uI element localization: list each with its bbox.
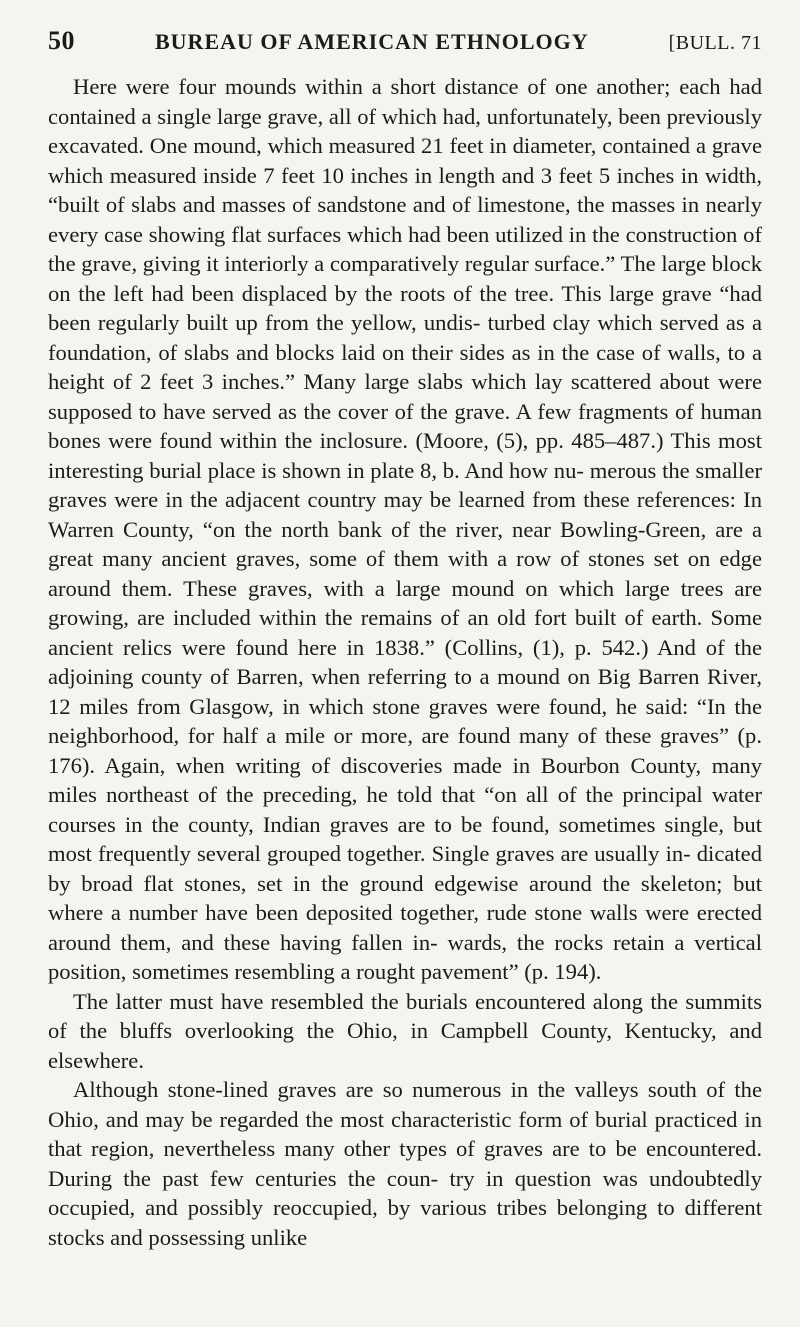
paragraph-2: The latter must have resembled the burials encountered along the summits of the bluffs overlooking the Ohio, in Campbell County, Kentucky, and elsewhere.	[48, 988, 762, 1073]
body-text	[48, 72, 762, 1252]
page-number: 50	[48, 26, 75, 55]
paragraph-1: Here were four mounds within a short distance of one another; each had contained a single large grave, all of which had, unfortunately, been previously excavated. One mound, which measured 21 feet in diameter, contained a grave which measured inside 7 feet 10 inches in length and 3 feet 5 inches in width, “built of slabs and masses of sandstone and of limestone, the masses in nearly every case showing flat surfaces which had been utilized in the construction of the grave, giving it interiorly a comparatively regular surface.” The large block on the left had been displaced by the roots of the tree. This large grave “had been regularly built up from the yellow, undis- turbed clay which served as a foundation, of slabs and blocks laid on their sides as in the case of walls, to a height of 2 feet 3 inches.” Many large slabs which lay scattered about were supposed to have served as the cover of the grave. A few fragments of human bones were found within the inclosure. (Moore, (5), pp. 485–487.) This most interesting burial place is shown in plate 8, b. And how nu- merous the smaller graves were in the adjacent country may be learned from these references: In Warren County, “on the north bank of the river, near Bowling-Green, are a great many ancient graves, some of them with a row of stones set on edge around them. These graves, with a large mound on which large trees are growing, are included within the remains of an old fort built of earth. Some ancient relics were found here in 1838.” (Collins, (1), p. 542.) And of the adjoining county of Barren, when referring to a mound on Big Barren River, 12 miles from Glasgow, in which stone graves were found, he said: “In the neighborhood, for half a mile or more, are found many of these graves” (p. 176). Again, when writing of discoveries made in Bourbon County, many miles northeast of the preceding, he told that “on all of the principal water courses in the county, Indian graves are to be found, sometimes single, but most frequently several grouped together. Single graves are usually in- dicated by broad flat stones, set in the ground edgewise around the skeleton; but where a number have been deposited together, rude stone walls were erected around them, and these having fallen in- wards, the rocks retain a vertical position, sometimes resembling a rought pavement” (p. 194).	[48, 74, 762, 984]
running-header	[48, 26, 762, 70]
document-page	[48, 26, 762, 1252]
running-title: BUREAU OF AMERICAN ETHNOLOGY	[155, 29, 589, 54]
bulletin-label: [BULL. 71	[668, 32, 762, 54]
paragraph-3: Although stone-lined graves are so numerous in the valleys south of the Ohio, and may be regarded the most characteristic form of burial practiced in that region, nevertheless many other types of graves are to be encountered. During the past few centuries the coun- try in question was undoubtedly occupied, and possibly reoccupied, by various tribes belonging to different stocks and possessing unlike	[48, 1077, 762, 1250]
